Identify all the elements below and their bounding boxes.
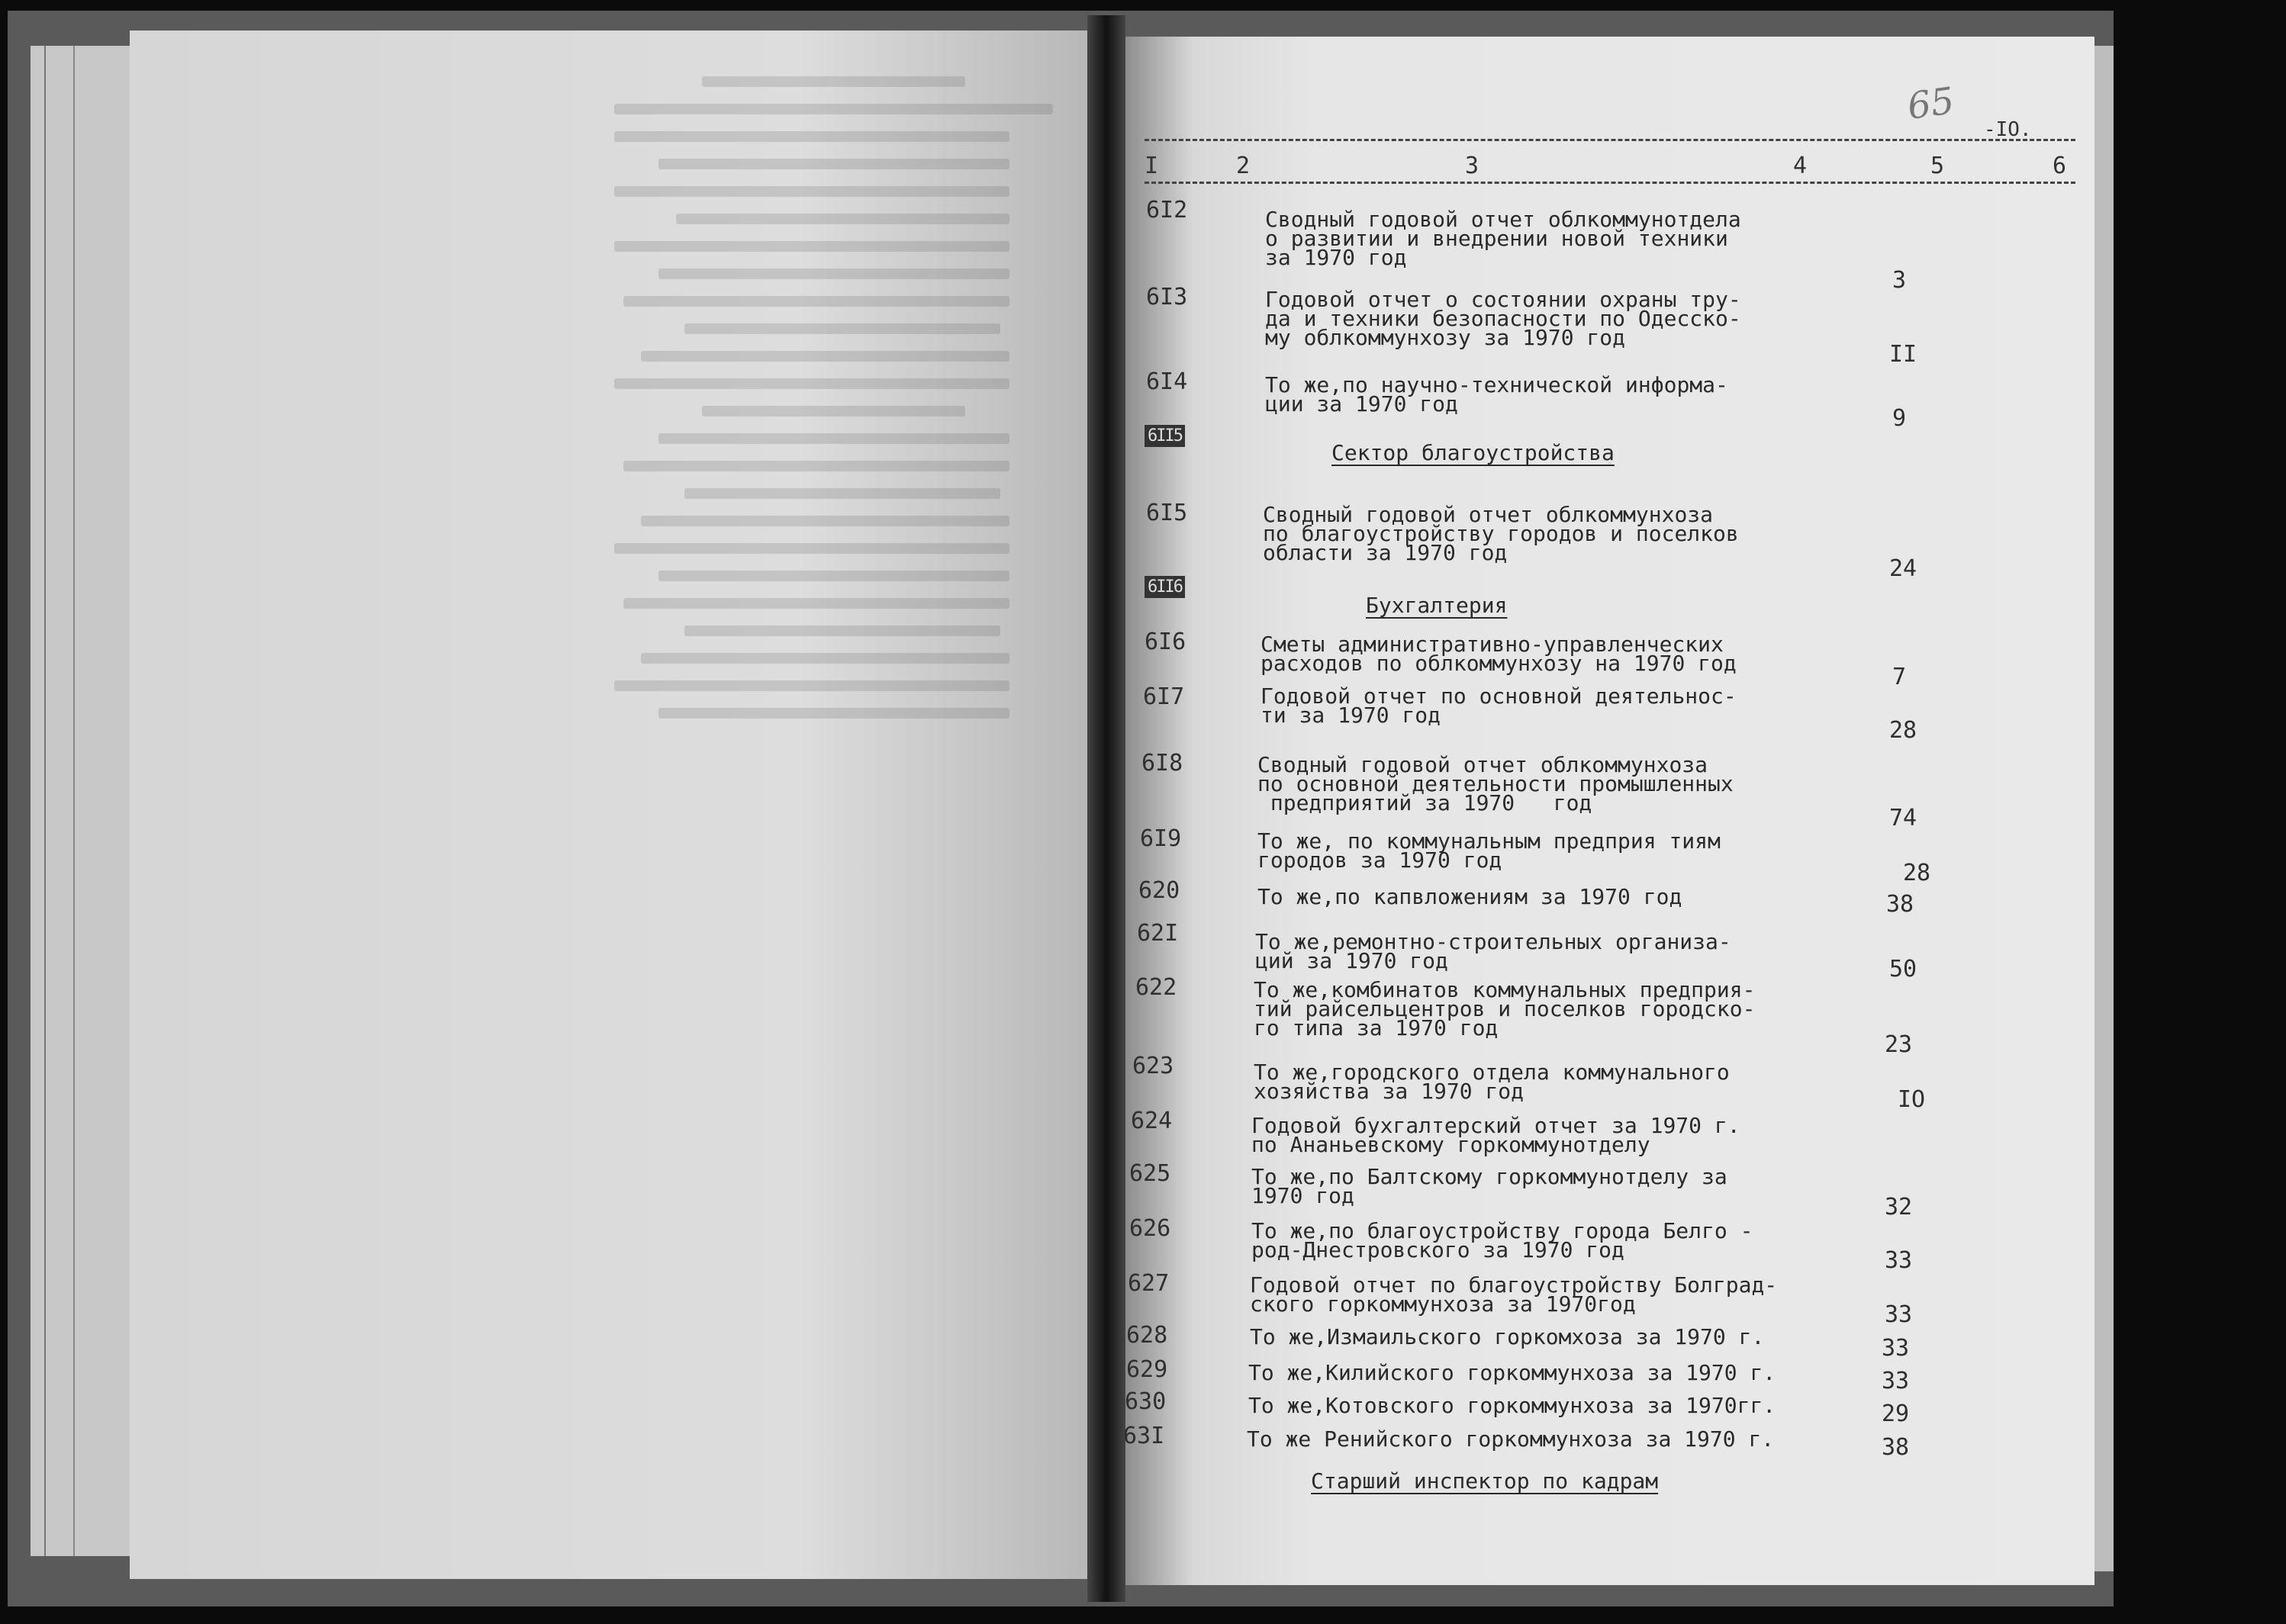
entry-sheet-count: IO: [1898, 1086, 1926, 1113]
entry-number: 629: [1126, 1356, 1168, 1383]
entry-number: 622: [1135, 974, 1177, 1001]
entry-number: 620: [1138, 877, 1180, 904]
col-1: I: [1145, 153, 1161, 179]
entry-number: 63I: [1123, 1423, 1165, 1449]
entry-title: Годовой отчет по благоустройству Болград- ского горкоммунхоза за 1970год: [1250, 1272, 1778, 1317]
entry-sheet-count: 74: [1889, 805, 1917, 831]
header-rule-top: [1145, 139, 2075, 141]
entry-sheet-count: 7: [1892, 664, 1907, 690]
entry-number: 62I: [1137, 920, 1179, 947]
entry-sheet-count: 3: [1892, 267, 1907, 294]
page-stack: [31, 46, 131, 1556]
entry-sheet-count: 9: [1892, 405, 1907, 432]
entry-number: 6I2: [1146, 197, 1188, 224]
entry-title: То же,по капвложениям за 1970 год: [1257, 884, 1682, 909]
entry-title: То же,Котовского горкоммунхоза за 1970гг.: [1248, 1393, 1776, 1418]
entry-sheet-count: 33: [1882, 1335, 1910, 1362]
entry-title: Сметы административно-управленческих расходов по облкоммунхозу на 1970 год: [1261, 632, 1737, 676]
entry-title: Сводный годовой отчет облкоммунхоза по благоустройству городов и поселков области за 1970 год: [1263, 502, 1739, 565]
entry-title: Годовой отчет о состоянии охраны тру- да и техники безопасности по Одесско- му облкоммунхозу за 1970 год: [1265, 287, 1741, 350]
entry-title: Годовой отчет по основной деятельнос- ти за 1970 год: [1261, 683, 1737, 728]
entry-number: 6I3: [1146, 284, 1188, 310]
header-rule: [1145, 182, 2075, 184]
entry-sheet-count: 38: [1886, 891, 1914, 918]
col-6: 6: [2053, 153, 2069, 179]
entry-sheet-count: 38: [1882, 1434, 1910, 1461]
entry-title: Сводный годовой отчет облкоммунхоза по основной деятельности промышленных предприятий за 1970 год: [1257, 752, 1734, 815]
entry-sheet-count: 23: [1885, 1031, 1913, 1058]
entry-sheet-count: 29: [1882, 1400, 1910, 1427]
col-2: 2: [1236, 153, 1252, 179]
entry-title: То же,комбинатов коммунальных предприя- тий райсельцентров и поселков городско- го типа за 1970 год: [1254, 977, 1756, 1040]
entry-title: То же,по Балтскому горкоммунотделу за 1970 год: [1251, 1164, 1727, 1208]
section-heading: Сектор благоустройства: [1331, 440, 1615, 465]
entry-number: 6I9: [1140, 825, 1182, 852]
entry-number: 630: [1125, 1388, 1167, 1415]
entry-title: Годовой бухгалтерский отчет за 1970 г. по Ананьевскому горкоммунотделу: [1251, 1113, 1740, 1157]
col-3: 3: [1465, 153, 1481, 179]
entry-sheet-count: II: [1889, 341, 1917, 368]
entry-title: То же,по благоустройству города Белго - род-Днестровского за 1970 год: [1251, 1218, 1753, 1262]
bleed-through-text: [175, 76, 1053, 1487]
entry-number: 6I5: [1146, 500, 1188, 526]
page-edge: [2094, 46, 2114, 1571]
entry-title: Сводный годовой отчет облкоммунотдела о развитии и внедрении новой техники за 1970 год: [1265, 207, 1741, 270]
entry-number: 6I7: [1143, 683, 1185, 710]
entry-sheet-count: 33: [1885, 1301, 1913, 1328]
entry-title: То же, по коммунальным предприя тиям городов за 1970 год: [1257, 828, 1721, 873]
entry-number: 6I8: [1141, 750, 1183, 777]
entry-number: 6I4: [1146, 368, 1188, 395]
section-heading: Старший инспектор по кадрам: [1311, 1468, 1659, 1494]
col-4: 4: [1793, 153, 1809, 179]
handwritten-folio: 65: [1904, 79, 1957, 128]
entry-number: 625: [1129, 1160, 1171, 1187]
entry-sheet-count: 50: [1889, 956, 1917, 982]
entry-title: То же,по научно-технической информа- ции за 1970 год: [1265, 372, 1728, 416]
section-heading: Бухгалтерия: [1366, 593, 1508, 618]
struck-number: 6II6: [1145, 576, 1185, 598]
entry-title: То же,ремонтно-строительных организа- ций за 1970 год: [1255, 929, 1731, 973]
entry-number: 627: [1128, 1270, 1170, 1297]
entry-number: 628: [1126, 1322, 1168, 1349]
entry-title: То же,городского отдела коммунального хозяйства за 1970 год: [1254, 1060, 1730, 1104]
entry-title: То же,Килийского горкоммунхоза за 1970 г.: [1248, 1360, 1776, 1385]
entry-sheet-count: 28: [1889, 717, 1917, 744]
entry-title: То же Ренийского горкоммунхоза за 1970 г.: [1247, 1426, 1775, 1452]
entry-number: 623: [1132, 1053, 1174, 1079]
entry-sheet-count: 33: [1882, 1368, 1910, 1394]
entry-sheet-count: 32: [1885, 1194, 1913, 1220]
entry-sheet-count: 28: [1903, 860, 1931, 886]
entry-number: 626: [1129, 1215, 1171, 1242]
entry-number: 624: [1131, 1108, 1173, 1134]
book-gutter: [1087, 15, 1125, 1602]
entry-number: 6I6: [1145, 629, 1186, 655]
page-number: -IO.: [1984, 118, 2032, 141]
col-5: 5: [1930, 153, 1946, 179]
entry-sheet-count: 33: [1885, 1247, 1913, 1274]
entry-sheet-count: 24: [1889, 555, 1917, 582]
struck-number: 6II5: [1145, 425, 1185, 447]
entry-title: То же,Измаильского горкомхоза за 1970 г.: [1250, 1324, 1765, 1349]
